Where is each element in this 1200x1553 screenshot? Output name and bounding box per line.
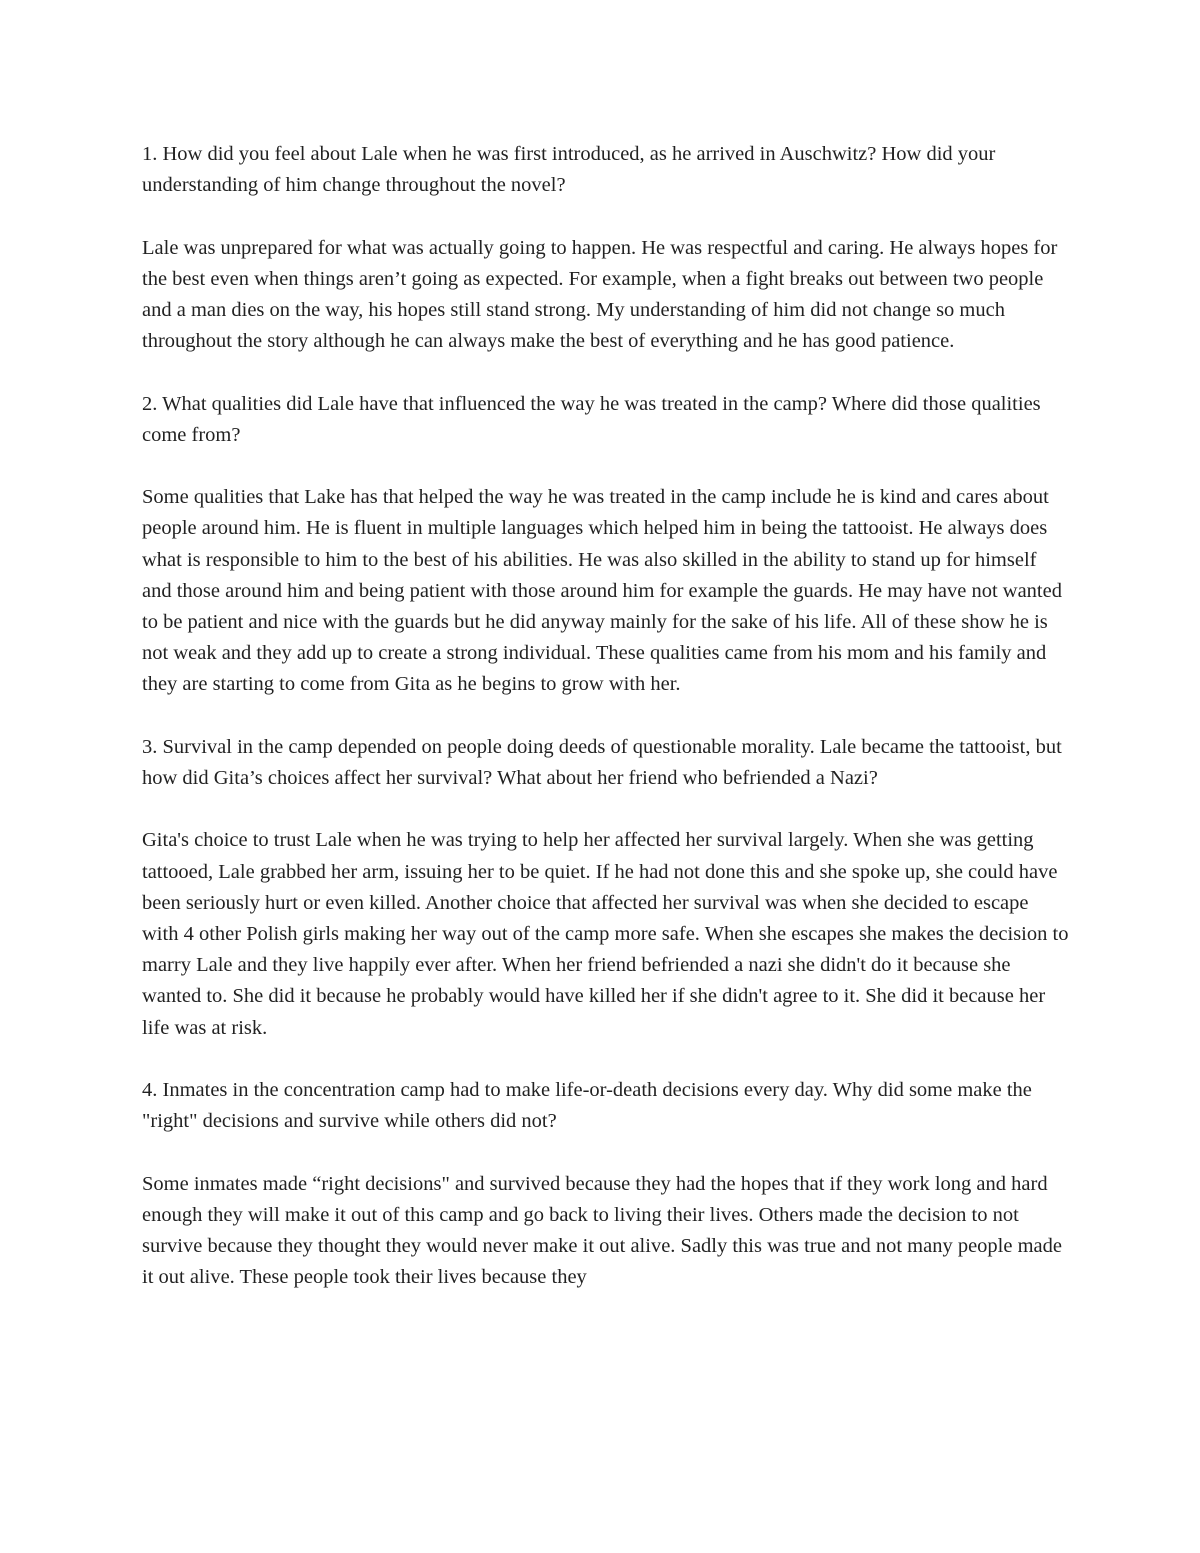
- answer-3: Gita's choice to trust Lale when he was trying to help her affected her survival largely. When she was getting tattooed, Lale grabbed her arm, issuing her to be quiet. If he had not done this and she spoke up, she could have been seriously hurt or even killed. Another choice that affected her survival was when she decided to escape with 4 other Polish girls making her way out of the camp more safe. When she escapes she makes the decision to marry Lale and they live happily ever after. When her friend befriended a nazi she didn't do it because she wanted to. She did it because he probably would have killed her if she didn't agree to it. She did it because her life was at risk.: [142, 829, 1069, 1039]
- question-3: 3. Survival in the camp depended on people doing deeds of questionable morality. Lale became the tattooist, but how did Gita’s choices affect her survival? What about her friend who befriended a Nazi?: [142, 735, 1062, 789]
- answer-1: Lale was unprepared for what was actually going to happen. He was respectful and caring. He always hopes for the best even when things aren’t going as expected. For example, when a fight breaks out between two people and a man dies on the way, his hopes still stand strong. My understanding of him did not change so much throughout the story although he can always make the best of everything and he has good patience.: [142, 236, 1058, 353]
- question-1: 1. How did you feel about Lale when he was first introduced, as he arrived in Auschwitz? How did your understanding of him change throughout the novel?: [142, 143, 996, 197]
- answer-4: Some inmates made “right decisions" and survived because they had the hopes that if they work long and hard enough they will make it out of this camp and go back to living their lives. Others made the decision to not survive because they thought they would never make it out alive. Sadly this was true and not many people made it out alive. These people took their lives because they: [142, 1172, 1062, 1289]
- question-4: 4. Inmates in the concentration camp had to make life-or-death decisions every day. Why did some make the "right" decisions and survive while others did not?: [142, 1079, 1032, 1133]
- document-body: [142, 139, 1070, 1293]
- answer-2: Some qualities that Lake has that helped the way he was treated in the camp include he is kind and cares about people around him. He is fluent in multiple languages which helped him in being the tattooist. He always does what is responsible to him to the best of his abilities. He was also skilled in the ability to stand up for himself and those around him and being patient with those around him for example the guards. He may have not wanted to be patient and nice with the guards but he did anyway mainly for the sake of his life. All of these show he is not weak and they add up to create a strong individual. These qualities came from his mom and his family and they are starting to come from Gita as he begins to grow with her.: [142, 486, 1062, 696]
- question-2: 2. What qualities did Lale have that influenced the way he was treated in the camp? Where did those qualities come from?: [142, 392, 1041, 446]
